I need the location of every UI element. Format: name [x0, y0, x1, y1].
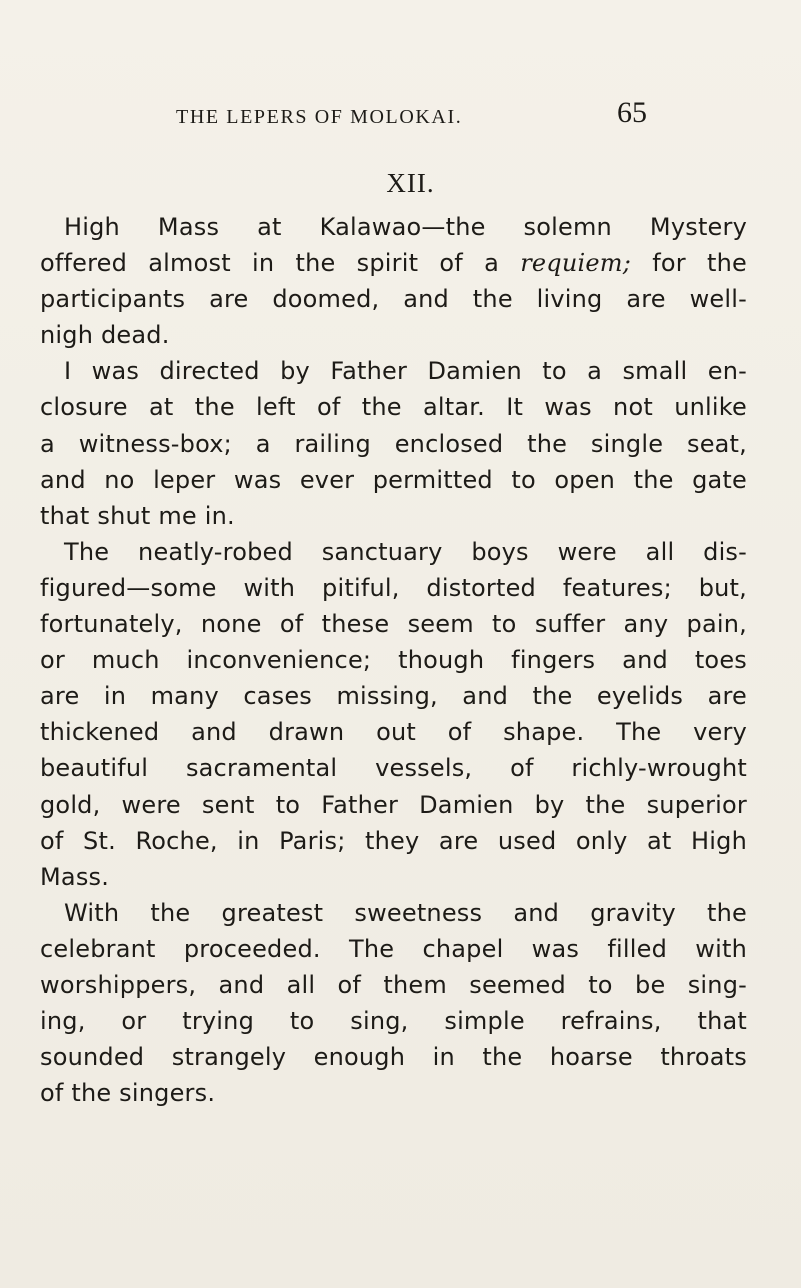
text-line: and no leper was ever permitted to open the gate [40, 465, 747, 494]
running-title: THE LEPERS OF MOLOKAI. [176, 106, 463, 128]
text-line: of the singers. [40, 1079, 216, 1108]
text-line: Mass. [40, 862, 110, 891]
text-line: figured—some with pitiful, distorted features; but, [40, 573, 747, 602]
text-line: worshippers, and all of them seemed to be sing- [40, 970, 747, 999]
running-header [0, 96, 801, 140]
text-line: closure at the left of the altar. It was not unlike [40, 393, 747, 422]
text-line: thickened and drawn out of shape. The very [40, 718, 747, 747]
text-line: beautiful sacramental vessels, of richly-wrought [40, 754, 747, 783]
text-line: High Mass at Kalawao—the solemn Mystery [64, 213, 747, 241]
text-line: of St. Roche, in Paris; they are used only at High [40, 826, 747, 855]
text-line: I was directed by Father Damien to a small en- [64, 357, 747, 386]
text-line: or much inconvenience; though fingers and toes [40, 646, 747, 675]
text-line: nigh dead. [40, 321, 170, 350]
page-number: 65 [617, 96, 647, 129]
chapter-heading: XII. [386, 168, 435, 198]
text-line: that shut me in. [40, 501, 235, 530]
text-line: The neatly-robed sanctuary boys were all dis- [64, 537, 747, 566]
text-line: With the greatest sweetness and gravity the [64, 898, 747, 927]
italic-word: requiem; [520, 249, 632, 278]
body-text [40, 209, 747, 1111]
text-line: offered almost in the spirit of a requiem; for the [40, 249, 747, 278]
text-line: ing, or trying to sing, simple refrains, that [40, 1007, 747, 1036]
text-line: a witness-box; a railing enclosed the single seat, [40, 429, 747, 458]
text-line: are in many cases missing, and the eyelids are [40, 682, 747, 711]
text-line: participants are doomed, and the living are well- [40, 285, 747, 314]
text-line: fortunately, none of these seem to suffer any pain, [40, 610, 747, 639]
text-line: celebrant proceeded. The chapel was filled with [40, 934, 747, 963]
text-line: gold, were sent to Father Damien by the superior [40, 790, 747, 819]
text-line: sounded strangely enough in the hoarse throats [40, 1043, 747, 1072]
